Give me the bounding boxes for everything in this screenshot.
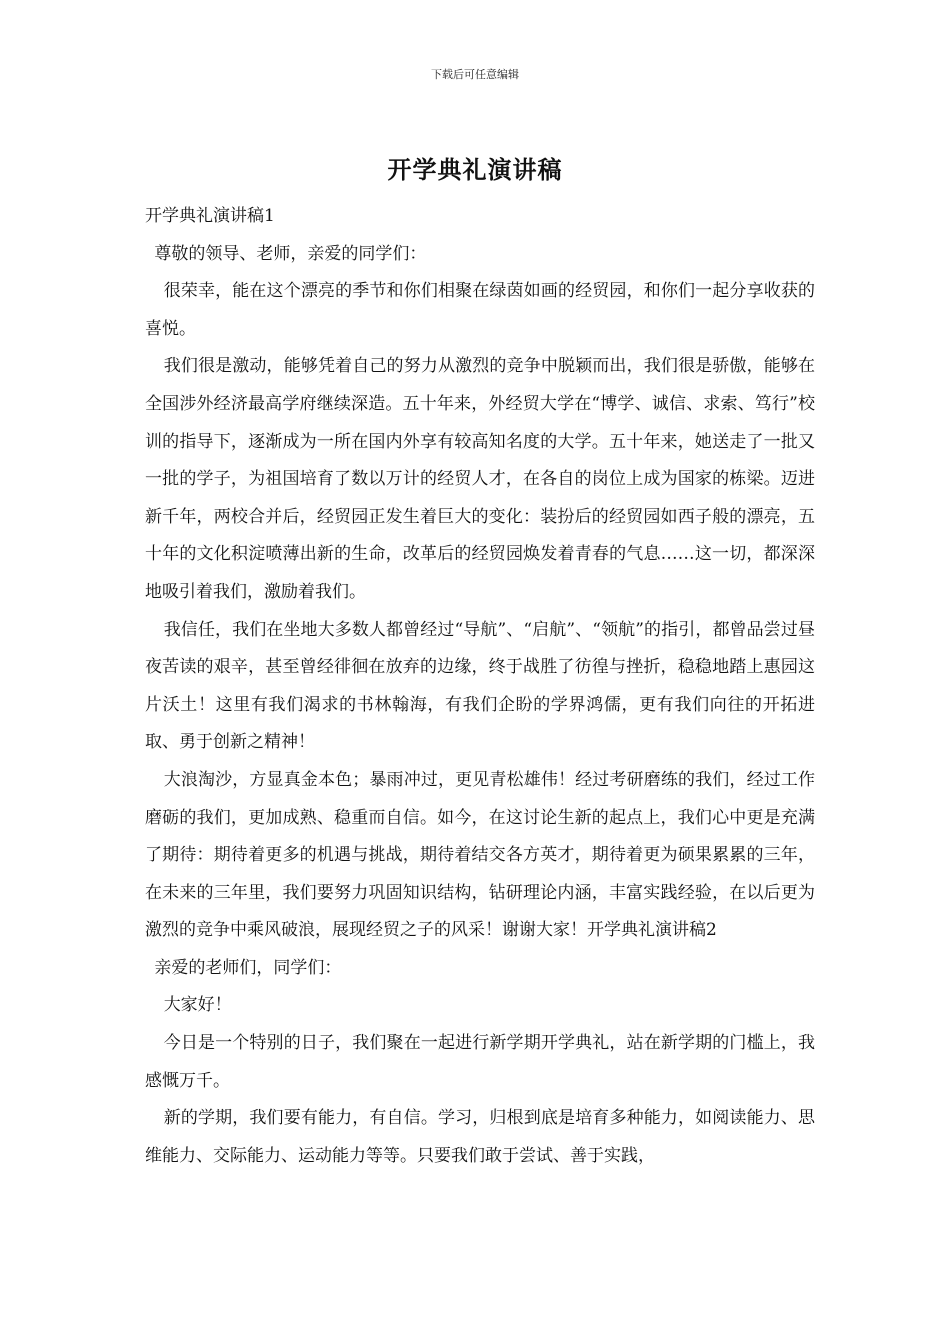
section-heading-1: 开学典礼演讲稿1 <box>145 206 275 226</box>
salutation-2: 亲爱的老师们，同学们： <box>154 957 342 978</box>
paragraph: 我信任，我们在坐地大多数人都曾经过“导航”、“启航”、“领航”的指引，都曾品尝过昼夜苦读的艰辛，甚至曾经徘徊在放弃的边缘，终于战胜了彷徨与挫折，稳稳地踏上惠园这片沃土！这里有我们渴求的书林翰海，有我们企盼的学界鸿儒，更有我们向往的开拓进取、勇于创新之精神！ <box>145 619 815 753</box>
document-body <box>145 198 815 1175</box>
page-header-note: 下载后可任意编辑 <box>431 68 519 81</box>
paragraph: 大浪淘沙，方显真金本色；暴雨冲过，更见青松雄伟！经过考研磨练的我们，经过工作磨砺的我们，更加成熟、稳重而自信。如今，在这讨论生新的起点上，我们心中更是充满了期待：期待着更多的机遇与挑战，期待着结交各方英才，期待着更为硕果累累的三年，在未来的三年里，我们要努力巩固知识结构，钻研理论内涵，丰富实践经验，在以后更为激烈的竞争中乘风破浪，展现经贸之子的风采！谢谢大家！开学典礼演讲稿2 <box>145 769 815 941</box>
paragraph: 很荣幸，能在这个漂亮的季节和你们相聚在绿茵如画的经贸园，和你们一起分享收获的喜悦。 <box>145 281 815 339</box>
document-title: 开学典礼演讲稿 <box>387 155 563 184</box>
paragraph: 我们很是激动，能够凭着自己的努力从激烈的竞争中脱颖而出，我们很是骄傲，能够在全国涉外经济最高学府继续深造。五十年来，外经贸大学在“博学、诚信、求索、笃行”校训的指导下，逐渐成为一所在国内外享有较高知名度的大学。五十年来，她送走了一批又一批的学子，为祖国培育了数以万计的经贸人才，在各自的岗位上成为国家的栋梁。迈进新千年，两校合并后，经贸园正发生着巨大的变化：装扮后的经贸园如西子般的漂亮，五十年的文化积淀喷薄出新的生命，改革后的经贸园焕发着青春的气息……这一切，都深深地吸引着我们，激励着我们。 <box>145 356 815 602</box>
paragraph: 今日是一个特别的日子，我们聚在一起进行新学期开学典礼，站在新学期的门槛上，我感慨万千。 <box>145 1033 815 1091</box>
paragraph: 新的学期，我们要有能力，有自信。学习，归根到底是培育多种能力，如阅读能力、思维能力、交际能力、运动能力等等。只要我们敢于尝试、善于实践， <box>145 1108 815 1166</box>
greeting: 大家好！ <box>163 995 232 1016</box>
salutation-1: 尊敬的领导、老师，亲爱的同学们： <box>154 243 427 264</box>
